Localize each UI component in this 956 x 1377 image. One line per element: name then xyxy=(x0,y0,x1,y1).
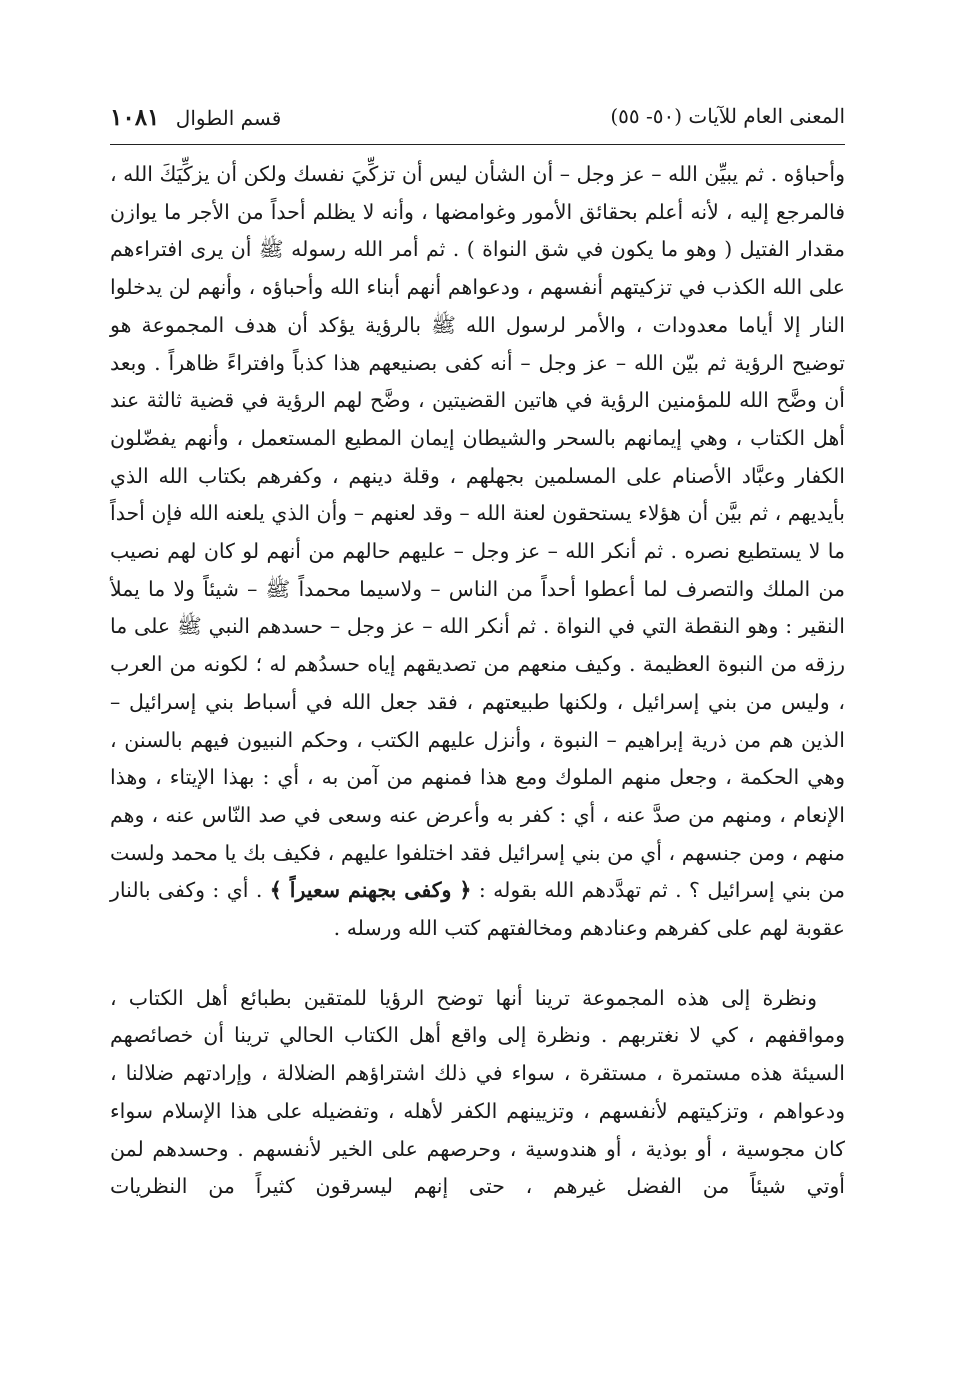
paragraph-1 xyxy=(110,156,845,948)
running-header xyxy=(110,104,845,136)
quran-verse: ﴿ وكفى بجهنم سعيراً ﴾ xyxy=(269,878,472,903)
part-and-page xyxy=(110,104,281,131)
main-text xyxy=(110,156,845,1206)
paragraph-1-text: وأحباؤه . ثم يبيِّن الله – عز وجل – أن الشأن ليس أن تزكِّيَ نفسك ولكن أن يزكِّيَكَ الله ، فالمرجع إليه ، لأنه أعلم بحقائق الأمور وغوامضها ، وأنه لا يظلم أحداً من الأجر ما يوازن مقدار الفتيل ( وهو ما يكون في شق النواة ) . ثم أمر الله رسوله ﷺ أن يرى افتراءهم على الله الكذب في تزكيتهم أنفسهم ، ودعواهم أنهم أبناء الله وأحباؤه ، وأنهم لن يدخلوا النار إلا أياما معدودات ، والأمر لرسول الله ﷺ بالرؤية يؤكد أن هدف المجموعة هو توضيح الرؤية ثم بيّن الله – عز وجل – أنه كفى بصنيعهم هذا كذباً وافتراءً ظاهراً . وبعد أن وضَّح الله للمؤمنين الرؤية في هاتين القضيتين ، وضَّح لهم الرؤية في قضية ثالثة عند أهل الكتاب ، وهي إيمانهم بالسحر والشيطان إيمان المطيع المستعمل ، وأنهم يفضّلون الكفار وعبَّاد الأصنام على المسلمين بجهلهم ، وقلة دينهم ، وكفرهم بكتاب الله الذي بأيديهم ، ثم بيَّن أن هؤلاء يستحقون لعنة الله – وقد لعنهم – وأن الذي يلعنه الله فإن أحداً ما لا يستطيع نصره . ثم أنكر الله – عز وجل – عليهم حالهم من أنهم لو كان لهم نصيب من الملك والتصرف لما أعطوا أحداً من الناس – ولاسيما محمداً ﷺ – شيئاً ولا ما يملأ النقير : وهو النقطة التي في النواة . ثم أنكر الله – عز وجل – حسدهم النبي ﷺ على ما رزقه من النبوة العظيمة . وكيف منعهم من تصديقهم إياه حسدُهم له ؛ لكونه من العرب ، وليس من بني إسرائيل ، ولكنها طبيعتهم ، فقد جعل الله في أسباط بني إسرائيل – الذين هم من ذرية إبراهيم – النبوة ، وأنزل عليهم الكتب ، وحكم النبيون فيهم بالسنن ، وهي الحكمة ، وجعل منهم الملوك ومع هذا فمنهم من آمن به ، أي : بهذا الإيتاء ، وهذا الإنعام ، ومنهم من صدَّ عنه ، أي : كفر به وأعرض عنه وسعى في صد النّاس عنه ، وهم منهم ، ومن جنسهم ، أي من بني إسرائيل فقد اختلفوا عليهم ، فكيف بك يا محمد ولست من بني إسرائيل ؟ . ثم تهدَّدهم الله بقوله : xyxy=(110,162,846,903)
page-number: ١٠٨١ xyxy=(110,104,160,131)
header-rule xyxy=(110,144,845,145)
paragraph-1-ending: . أي : وكفى بالنار عقوبة لهم على كفرهم وعنادهم ومخالفتهم كتب الله ورسله . xyxy=(110,878,845,941)
section-title: المعنى العام للآيات (٥٠- ٥٥) xyxy=(610,104,845,128)
paragraph-2: ونظرة إلى هذه المجموعة ترينا أنها توضح الرؤيا للمتقين بطبائع أهل الكتاب ، ومواقفهم ، كي لا نغتربهم . ونظرة إلى واقع أهل الكتاب الحالي ترينا أن خصائصهم السيئة هذه مستمرة ، مستقرة ، سواء في ذلك اشتراؤهم الضلالة ، وإرادتهم ضلالنا ، ودعواهم ، وتزكيتهم لأنفسهم ، وتزيينهم الكفر لأهله ، وتفضيله على هذا الإسلام سواء كان مجوسية ، أو بوذية ، أو هندوسية ، وحرصهم على الخير لأنفسهم . وحسدهم لمن أوتي شيئاً من الفضل غيرهم ، حتى إنهم ليسرقون كثيراً من النظريات xyxy=(110,985,845,1199)
part-name: قسم الطوال xyxy=(175,106,282,130)
